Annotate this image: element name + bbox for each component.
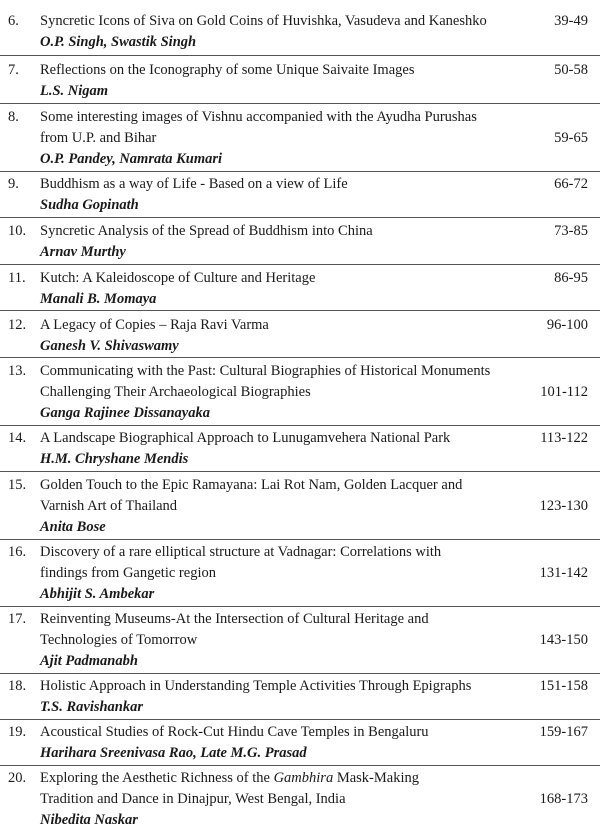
- divider: [0, 765, 600, 766]
- entry-pages: 59-65: [554, 130, 588, 146]
- entry-number: 19.: [8, 724, 27, 740]
- entry-body: [40, 428, 510, 470]
- entry-pages: 159-167: [539, 724, 588, 740]
- entry-number: 9.: [8, 176, 19, 192]
- entry-title: Buddhism as a way of Life - Based on a view of Life: [40, 176, 348, 192]
- entry-body: [40, 609, 510, 672]
- entry-number: 11.: [8, 270, 26, 286]
- entry-number: 13.: [8, 363, 27, 379]
- entry-number: 14.: [8, 430, 27, 446]
- entry-pages: 50-58: [554, 62, 588, 78]
- entry-title: Acoustical Studies of Rock-Cut Hindu Cave Temples in Bengaluru: [40, 724, 429, 740]
- divider: [0, 55, 600, 56]
- entry-body: [40, 361, 510, 424]
- entry-number: 8.: [8, 109, 19, 125]
- entry-body: [40, 768, 510, 831]
- entry-title: Technologies of Tomorrow: [40, 632, 198, 648]
- entry-title: Challenging Their Archaeological Biographies: [40, 384, 311, 400]
- entry-title: Holistic Approach in Understanding Temple Activities Through Epigraphs: [40, 678, 472, 694]
- entry-pages: 101-112: [540, 384, 588, 400]
- entry-authors: T.S. Ravishankar: [40, 699, 144, 715]
- entry-title: findings from Gangetic region: [40, 565, 216, 581]
- entry-authors: Nibedita Naskar: [40, 812, 138, 828]
- entry-title: Kutch: A Kaleidoscope of Culture and Heritage: [40, 270, 316, 286]
- entry-title-text: Mask-Making: [333, 770, 419, 786]
- divider: [0, 425, 600, 426]
- divider: [0, 217, 600, 218]
- entry-authors: O.P. Singh, Swastik Singh: [40, 34, 197, 50]
- entry-pages: 168-173: [539, 791, 588, 807]
- entry-title: Reinventing Museums-At the Intersection of Cultural Heritage and: [40, 611, 429, 627]
- entry-authors: Ajit Padmanabh: [40, 653, 138, 669]
- entry-body: [40, 268, 510, 310]
- entry-authors: Abhijit S. Ambekar: [40, 586, 155, 602]
- divider: [0, 357, 600, 358]
- divider: [0, 264, 600, 265]
- entry-title: Communicating with the Past: Cultural Biographies of Historical Monuments: [40, 363, 491, 379]
- entry-title: Varnish Art of Thailand: [40, 498, 178, 514]
- entry-body: [40, 11, 510, 53]
- entry-pages: 131-142: [539, 565, 588, 581]
- entry-number: 6.: [8, 13, 19, 29]
- entry-pages: 151-158: [539, 678, 588, 694]
- entry-title: Syncretic Analysis of the Spread of Buddhism into China: [40, 223, 373, 239]
- entry-authors: Arnav Murthy: [40, 244, 126, 260]
- entry-body: [40, 722, 510, 764]
- entry-number: 20.: [8, 770, 27, 786]
- entry-pages: 73-85: [554, 223, 588, 239]
- entry-authors: O.P. Pandey, Namrata Kumari: [40, 151, 223, 167]
- entry-pages: 143-150: [539, 632, 588, 648]
- entry-body: [40, 542, 510, 605]
- entry-number: 17.: [8, 611, 27, 627]
- entry-pages: 96-100: [546, 317, 588, 333]
- divider: [0, 471, 600, 472]
- entry-pages: 113-122: [540, 430, 588, 446]
- entry-authors: Sudha Gopinath: [40, 197, 139, 213]
- entry-title: Some interesting images of Vishnu accompanied with the Ayudha Purushas: [40, 109, 477, 125]
- entry-number: 18.: [8, 678, 27, 694]
- entry-authors: Ganesh V. Shivaswamy: [40, 338, 179, 354]
- entry-body: [40, 676, 510, 718]
- entry-number: 7.: [8, 62, 19, 78]
- entry-number: 16.: [8, 544, 27, 560]
- entry-body: [40, 60, 510, 102]
- entry-title-italic: Gambhira: [273, 770, 334, 786]
- entry-title-text: Exploring the Aesthetic Richness of the: [40, 770, 274, 786]
- entry-authors: Harihara Sreenivasa Rao, Late M.G. Prasad: [40, 745, 307, 761]
- entry-pages: 66-72: [554, 176, 588, 192]
- entry-title: [40, 768, 510, 789]
- entry-body: [40, 174, 510, 216]
- entry-number: 15.: [8, 477, 27, 493]
- entry-authors: L.S. Nigam: [40, 83, 109, 99]
- entry-authors: Manali B. Momaya: [40, 291, 157, 307]
- entry-authors: H.M. Chryshane Mendis: [40, 451, 189, 467]
- entry-body: [40, 107, 510, 170]
- entry-title: Tradition and Dance in Dinajpur, West Bengal, India: [40, 791, 346, 807]
- entry-authors: Anita Bose: [40, 519, 106, 535]
- divider: [0, 103, 600, 104]
- entry-title: from U.P. and Bihar: [40, 130, 157, 146]
- divider: [0, 171, 600, 172]
- entry-title: Reflections on the Iconography of some Unique Saivaite Images: [40, 62, 415, 78]
- entry-title: A Legacy of Copies – Raja Ravi Varma: [40, 317, 269, 333]
- entry-number: 12.: [8, 317, 27, 333]
- entry-title: Golden Touch to the Epic Ramayana: Lai Rot Nam, Golden Lacquer and: [40, 477, 463, 493]
- entry-title: Discovery of a rare elliptical structure at Vadnagar: Correlations with: [40, 544, 442, 560]
- entry-title: A Landscape Biographical Approach to Lunugamvehera National Park: [40, 430, 451, 446]
- entry-body: [40, 315, 510, 357]
- divider: [0, 310, 600, 311]
- divider: [0, 719, 600, 720]
- entry-pages: 39-49: [554, 13, 588, 29]
- entry-body: [40, 475, 510, 538]
- entry-body: [40, 221, 510, 263]
- entry-title: Syncretic Icons of Siva on Gold Coins of Huvishka, Vasudeva and Kaneshko: [40, 13, 487, 29]
- entry-pages: 123-130: [539, 498, 588, 514]
- divider: [0, 539, 600, 540]
- entry-number: 10.: [8, 223, 27, 239]
- divider: [0, 673, 600, 674]
- entry-authors: Ganga Rajinee Dissanayaka: [40, 405, 210, 421]
- entry-pages: 86-95: [554, 270, 588, 286]
- divider: [0, 606, 600, 607]
